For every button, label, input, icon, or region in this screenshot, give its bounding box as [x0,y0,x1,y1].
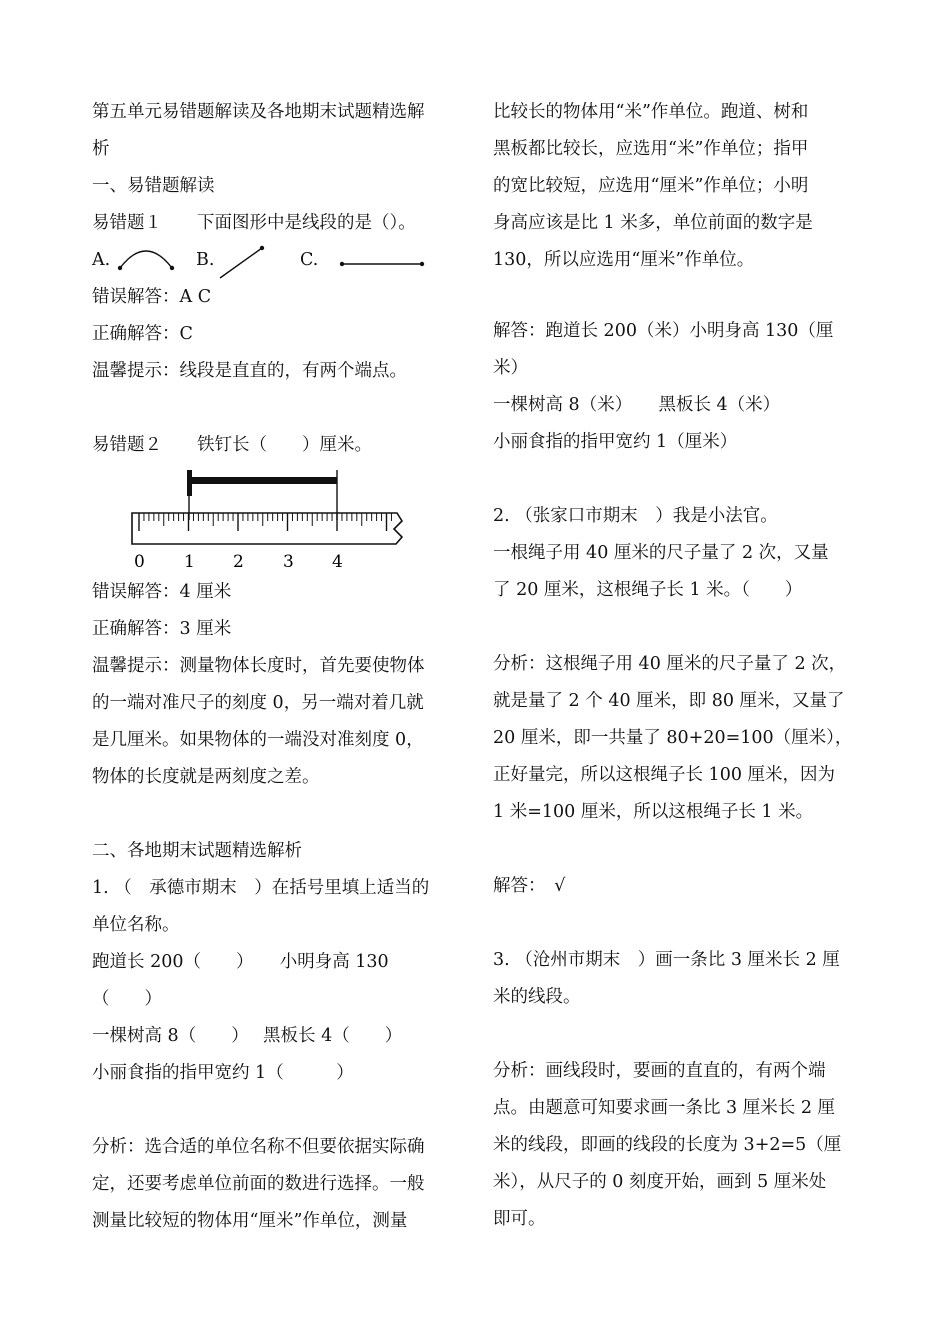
q1-segment-figure [336,252,430,272]
p3-analysis-line-3: 米的线段，即画的线段的长度为 3+2=5（厘 [493,1135,842,1155]
nail-body [192,477,337,484]
ruler-label-3: 3 [283,552,294,572]
ruler-svg [92,466,464,574]
right-column [493,94,863,1238]
p1-analysis-line-3: 测量比较短的物体用“厘米”作单位，测量 [92,1211,408,1231]
q1-option-c-label: C. [300,250,319,270]
p2-answer: 解答： √ [493,876,566,896]
q1-option-b-label: B. [196,250,215,270]
p3-analysis-line-2: 点。由题意可知要求画一条比 3 厘米长 2 厘 [493,1098,836,1118]
p2-stem-line-2: 一根绳子用 40 厘米的尺子量了 2 次，又量 [493,543,829,563]
p1-answer-line-2: 米） [493,358,528,378]
p1-cont-line-5: 130，所以应选用“厘米”作单位。 [493,250,755,270]
nail-head [187,470,192,496]
segment-endpoint-left [340,262,344,266]
q2-ruler-figure [92,466,464,574]
p2-analysis-line-1: 分析：这根绳子用 40 厘米的尺子量了 2 次， [493,654,847,674]
p1-answer-line-3: 一棵树高 8（米） 黑板长 4（米） [493,395,781,415]
arc-curve [120,251,172,268]
p1-stem-line-2: 单位名称。 [92,915,180,935]
q2-tip-line-2: 的一端对准尺子的刻度 0，另一端对着几就 [92,693,424,713]
p1-blank-line-2: （ ） [92,989,162,1009]
p3-analysis-line-4: 米），从尺子的 0 刻度开始，画到 5 厘米处 [493,1172,827,1192]
doc-title-line-2: 析 [92,139,110,159]
ruler-label-0: 0 [134,552,145,572]
p1-stem-line-1: 1. （ 承德市期末 ）在括号里填上适当的 [92,878,430,898]
p1-analysis-line-2: 定，还要考虑单位前面的数进行选择。一般 [92,1174,425,1194]
q1-right-answer: 正确解答：C [92,324,193,344]
segment-endpoint-right [420,262,424,266]
q1-arc-figure [114,244,184,274]
q1-options [92,242,464,279]
p1-cont-line-2: 黑板都比较长，应选用“米”作单位；指甲 [493,139,809,159]
ruler-ticks [139,513,391,531]
p3-stem-line-1: 3. （沧州市期末 ）画一条比 3 厘米长 2 厘 [493,950,840,970]
section-heading-2: 二、各地期末试题精选解析 [92,841,302,861]
doc-title-line-1: 第五单元易错题解读及各地期末试题精选解 [92,102,425,122]
p1-answer-line-1: 解答：跑道长 200（米）小明身高 130（厘 [493,321,834,341]
ruler-label-1: 1 [184,552,195,572]
ray-endpoint [260,246,264,250]
p1-cont-line-4: 身高应该是比 1 米多，单位前面的数字是 [493,213,813,233]
p1-blank-line-1: 跑道长 200（ ） 小明身高 130 [92,952,389,972]
p2-analysis-line-3: 20 厘米，即一共量了 80+20=100（厘米）， [493,728,853,748]
p2-stem-line-1: 2. （张家口市期末 ）我是小法官。 [493,506,778,526]
p1-answer-line-4: 小丽食指的指甲宽约 1（厘米） [493,432,738,452]
p2-analysis-line-4: 正好量完，所以这根绳子长 100 厘米，因为 [493,765,836,785]
p1-blank-line-3: 一棵树高 8（ ） 黑板长 4（ ） [92,1026,403,1046]
section-heading-1: 一、易错题解读 [92,176,215,196]
ruler-label-2: 2 [233,552,244,572]
p3-stem-line-2: 米的线段。 [493,987,581,1007]
q2-tip-line-3: 是几厘米。如果物体的一端没对准刻度 0， [92,730,424,750]
q1-option-a-label: A. [92,250,111,270]
arc-endpoint-left [118,266,122,270]
p3-analysis-line-1: 分析：画线段时，要画的直直的，有两个端 [493,1061,826,1081]
q2-stem: 易错题２ 铁钉长（ ）厘米。 [92,435,372,455]
q1-ray-figure [214,236,272,282]
p2-analysis-line-2: 就是量了 2 个 40 厘米，即 80 厘米，又量了 [493,691,845,711]
p3-analysis-line-5: 即可。 [493,1209,546,1229]
q2-wrong-answer: 错误解答：4 厘米 [92,582,232,602]
p2-stem-line-3: 了 20 厘米，这根绳子长 1 米。（ ） [493,580,803,600]
p1-blank-line-4: 小丽食指的指甲宽约 1（ ） [92,1063,354,1083]
p1-cont-line-1: 比较长的物体用“米”作单位。跑道、树和 [493,102,809,122]
q1-stem: 易错题１ 下面图形中是线段的是（）。 [92,213,416,233]
p1-cont-line-3: 的宽比较短，应选用“厘米”作单位；小明 [493,176,809,196]
q2-tip-line-4: 物体的长度就是两刻度之差。 [92,767,320,787]
ray-line [220,248,262,278]
p2-analysis-line-5: 1 米=100 厘米，所以这根绳子长 1 米。 [493,802,814,822]
p1-analysis-line-1: 分析：选合适的单位名称不但要依据实际确 [92,1137,425,1157]
arc-endpoint-right [170,266,174,270]
q2-tip-line-1: 温馨提示：测量物体长度时，首先要使物体 [92,656,425,676]
q1-tip: 温馨提示：线段是直直的，有两个端点。 [92,361,407,381]
ruler-label-4: 4 [332,552,343,572]
q1-wrong-answer: 错误解答：A C [92,287,212,307]
q2-right-answer: 正确解答：3 厘米 [92,619,232,639]
left-column [92,94,464,1240]
